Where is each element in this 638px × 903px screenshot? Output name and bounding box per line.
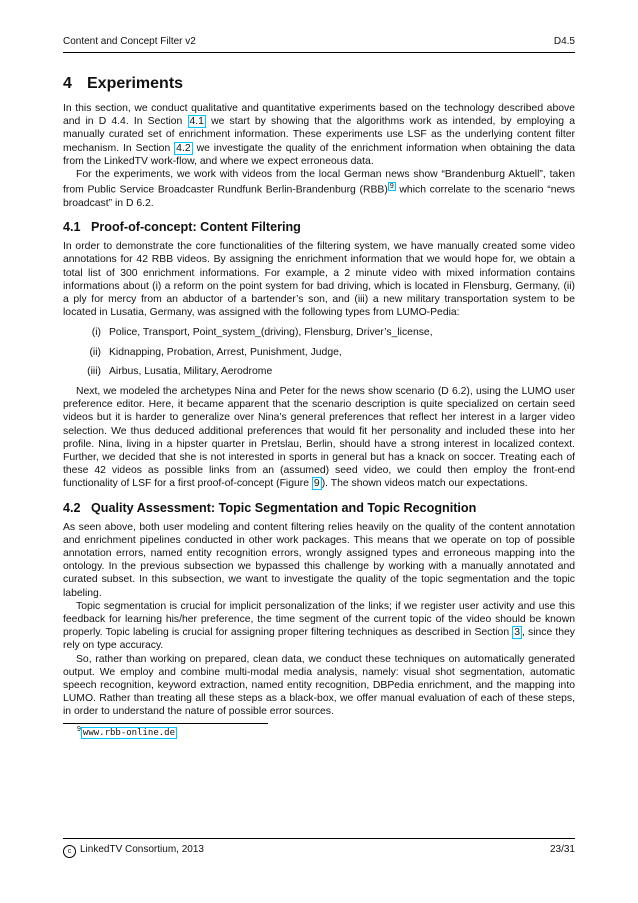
section-ref-4-2-link[interactable]: 4.2 xyxy=(176,142,191,154)
section-title: Experiments xyxy=(87,75,184,92)
subsection-title: Quality Assessment: Topic Segmentation and Topic Recognition xyxy=(91,500,477,515)
list-item-text: Airbus, Lusatia, Military, Aerodrome xyxy=(109,365,273,377)
footer-rule xyxy=(63,838,575,839)
sub1-paragraph-1: In order to demonstrate the core functionalities of the filtering system, we have manually created some video annotations for 42 RBB videos. By assigning the enrichment information that we would hope for, we obtain a total list of 300 enrichment informations. For example, a 2 minute video with mixed information contains informations about (i) a reform on the point system for bad driving, which is located in Flensburg, Germany, (ii) a ply for mercy from an abductor of a bartender’s son, and (iii) a new military transportation system to be located in Lusatia, Germany, was assigned with the following types from LUMO-Pedia: xyxy=(63,241,575,319)
footnote xyxy=(63,727,575,739)
footer-consortium: LinkedTV Consortium, 2013 xyxy=(80,844,204,855)
sub2-paragraph-1: As seen above, both user modeling and content filtering relies heavily on the quality of the content annotation and enrichment pipelines conducted in other work packages. This means that we operate on top of possible annotation errors, named entity recognition errors, wrongly assigned types and erroneous mapping into the ontology. In the previous subsection we bypassed this challenge by working with a manually annotated and curated subset. In this subsection, we want to investigate the quality of the topic segmentation and the topic labeling. xyxy=(63,521,575,599)
page-footer xyxy=(63,844,575,858)
list-item-text: Kidnapping, Probation, Arrest, Punishment, Judge, xyxy=(109,346,342,358)
intro-p1-text-c: we investigate the quality of the enrichment information when obtaining the data from the LinkedTV work-flow, and where we expect erroneous data. xyxy=(63,142,575,167)
header-rule xyxy=(63,52,575,53)
section-ref-3-link[interactable]: 3 xyxy=(514,627,520,639)
sub2-p2-text-a: Topic segmentation is crucial for implicit personalization of the links; if we register user activity and use this feedback for learning his/her preference, the time segment of the current topic of the video should be known properly. Topic labeling is crucial for assigning proper filtering techniques as described in Section xyxy=(63,600,575,639)
sub1-p2-text-b: ). The shown videos match our expectations. xyxy=(321,478,528,490)
intro-p2-text-a: For the experiments, we work with videos from the local German news show “Brandenburg Aktuell”, taken from Public Service Broadcaster Rundfunk Berlin-Brandenburg (RBB) xyxy=(63,169,575,196)
subsection-heading-4-2 xyxy=(63,500,575,516)
intro-paragraph-2 xyxy=(63,168,575,210)
sub2-paragraph-2 xyxy=(63,600,575,653)
sub1-paragraph-2 xyxy=(63,385,575,491)
sub2-paragraph-3: So, rather than working on prepared, clean data, we conduct these techniques on automatically generated output. We employ and combine multi-modal media analysis, namely: visual shot segmentation, automatic speech recognition, keyword extraction, named entity recognition, DBPedia enrichment, and the mapping into LUMO. Rather than treating all these steps as a black-box, we offer manual evaluation of each of these steps, in order to understand the nature of possible error sources. xyxy=(63,653,575,718)
list-item-label: (iii) xyxy=(87,365,101,377)
intro-p1-text-a: In this section, we conduct qualitative and quantitative experiments based on the technology described above and in D 4.4. In Section xyxy=(63,103,575,128)
intro-paragraph-1 xyxy=(63,102,575,168)
subsection-title: Proof-of-concept: Content Filtering xyxy=(91,220,301,235)
list-item xyxy=(63,326,575,339)
list-item-label: (ii) xyxy=(89,346,101,358)
list-item-text: Police, Transport, Point_system_(driving), Flensburg, Driver’s_license, xyxy=(109,327,433,339)
list-item xyxy=(63,365,575,378)
footnote-rule xyxy=(63,723,268,724)
footnote-ref-link[interactable]: 9 xyxy=(389,183,394,191)
header-deliverable: D4.5 xyxy=(553,36,575,47)
sub2-p2-text-b: , since they rely on type accuracy. xyxy=(63,627,576,652)
subsection-heading-4-1 xyxy=(63,219,575,235)
section-number: 4 xyxy=(63,75,72,92)
section-heading xyxy=(63,74,575,94)
footer-copyright xyxy=(63,844,204,858)
page-number: 23/31 xyxy=(549,844,575,855)
intro-p2-text-b: which correlate to the scenario “news broadcast” in D 6.2. xyxy=(63,184,575,209)
copyright-icon: c xyxy=(63,845,76,858)
page-header xyxy=(63,36,575,48)
footnote-number: 9 xyxy=(77,725,81,733)
intro-p1-text-b: we start by showing that the algorithms work as intended, by employing a manually curated set of enrichment information. These experiments use LSF as the underlying content filter mechanism. In Section xyxy=(63,116,575,154)
list-item-label: (i) xyxy=(91,327,101,339)
sub1-p2-text-a: Next, we modeled the archetypes Nina and Peter for the news show scenario (D 6.2), using the LUMO user preference editor. Here, it became apparent that the scenario description is quite specialized on certain seed videos but it is harder to generalize over Nina’s general preferences that reflect her interest in a larger video selection. We thus deduced additional preferences that would fit her personality and included these into her profile. Nina, living in a hipster quarter in Pretslau, Berlin, should have a strong interest in localized context. Further, we decided that she is not interested in sports in general but has a knack on soccer. Treating each of these 42 videos as possible links from an (assumed) seed video, we could then employ the front-end functionality of LSF for a first proof-of-concept (Figure xyxy=(63,385,575,490)
header-title: Content and Concept Filter v2 xyxy=(63,36,196,47)
list-item xyxy=(63,346,575,359)
subsection-number: 4.2 xyxy=(63,500,81,515)
type-list xyxy=(63,326,575,378)
footnote-url-link[interactable]: www.rbb-online.de xyxy=(82,727,176,738)
figure-ref-link[interactable]: 9 xyxy=(313,478,320,490)
subsection-number: 4.1 xyxy=(63,220,81,235)
section-ref-4-1-link[interactable]: 4.1 xyxy=(189,116,204,128)
page-content xyxy=(63,74,575,739)
